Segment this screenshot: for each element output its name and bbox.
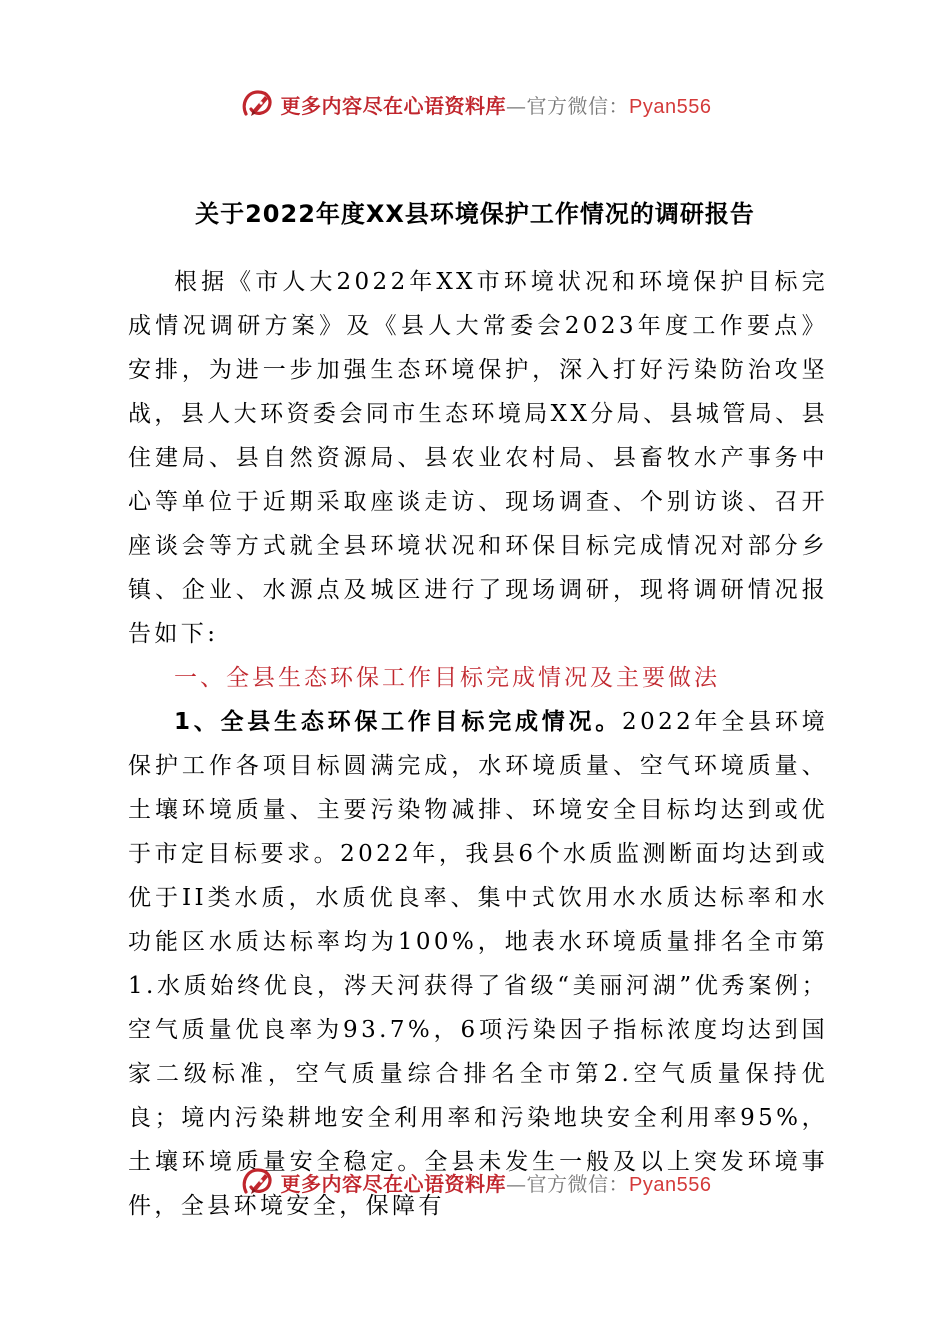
footer-banner xyxy=(0,1160,950,1204)
subsection-lead-1: 1、全县生态环保工作目标完成情况。 xyxy=(174,709,623,735)
banner-lead-text: 更多内容尽在心语资料库 xyxy=(280,93,507,118)
pen-swirl-logo-icon xyxy=(239,86,275,122)
intro-paragraph: 根据《市人大2022年XX市环境状况和环境保护目标完成情况调研方案》及《县人大常委会2023年度工作要点》安排，为进一步加强生态环境保护，深入打好污染防治攻坚战，县人大环资委会同市生态环境局XX分局、县城管局、县住建局、县自然资源局、县农业农村局、县畜牧水产事务中心等单位于近期采取座谈走访、现场调查、个别访谈、召开座谈会等方式就全县环境状况和环保目标完成情况对部分乡镇、企业、水源点及城区进行了现场调研，现将调研情况报告如下: xyxy=(128,269,828,647)
document-title: 关于2022年度XX县环境保护工作情况的调研报告 xyxy=(195,200,755,228)
subsection-body-1: 2022年全县环境保护工作各项目标圆满完成，水环境质量、空气环境质量、土壤环境质量、主要污染物减排、环境安全目标均达到或优于市定目标要求。2022年，我县6个水质监测断面均达到或优于II类水质，水质优良率、集中式饮用水水质达标率和水功能区水质达标率均为100%，地表水环境质量排名全市第1.水质始终优良，涔天河获得了省级“美丽河湖”优秀案例；空气质量优良率为93.7%，6项污染因子指标浓度均达到国家二级标准，空气质量综合排名全市第2.空气质量保持优良；境内污染耕地安全利用率和污染地块安全利用率95%，土壤环境质量安全稳定。全县未发生一般及以上突发环境事件，全县环境安全，保障有 xyxy=(128,709,828,1219)
banner-text xyxy=(281,1168,712,1197)
section-heading-1: 一、全县生态环保工作目标完成情况及主要做法 xyxy=(174,665,720,691)
banner-wechat-id: Pyan556 xyxy=(629,95,712,118)
banner-tail-text: 官方微信： xyxy=(526,1171,630,1196)
banner-tail-text: 官方微信： xyxy=(526,93,630,118)
pen-swirl-logo-icon xyxy=(239,1164,275,1200)
banner-text xyxy=(281,90,712,119)
header-banner xyxy=(0,82,950,126)
banner-lead-text: 更多内容尽在心语资料库 xyxy=(280,1171,507,1196)
subsection-paragraph-1 xyxy=(128,700,828,1228)
banner-dash: — xyxy=(506,93,527,118)
banner-wechat-id: Pyan556 xyxy=(629,1173,712,1196)
banner-dash: — xyxy=(506,1171,527,1196)
document-body xyxy=(128,260,828,1228)
